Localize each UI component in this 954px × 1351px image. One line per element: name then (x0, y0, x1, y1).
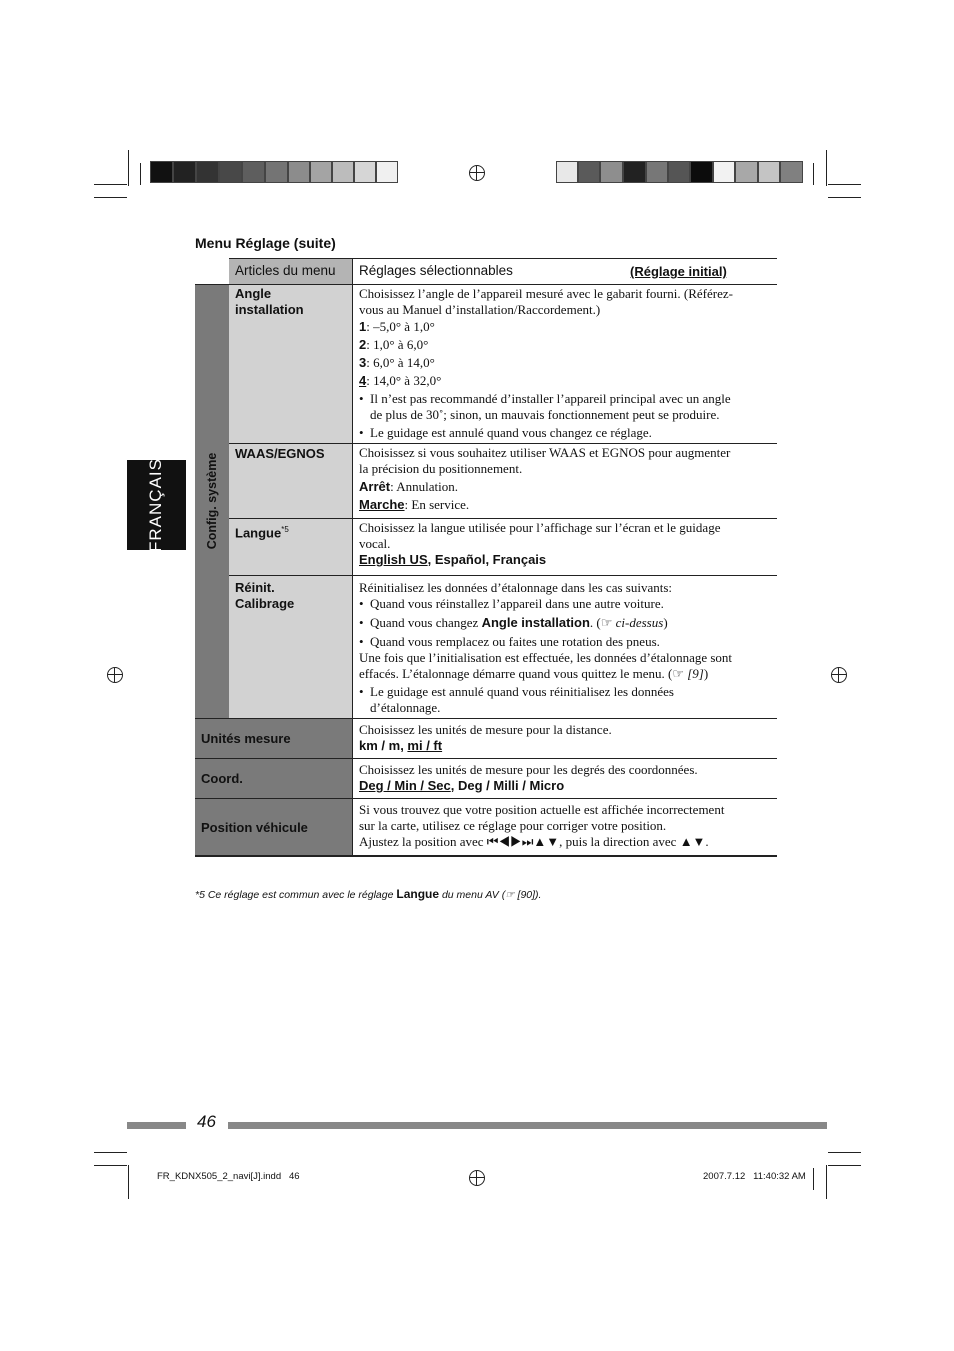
row-description: vous au Manuel d’installation/Raccordement.) (359, 302, 601, 317)
row-label: Coord. (201, 771, 243, 786)
row-description: Choisissez si vous souhaitez utiliser WAAS et EGNOS pour augmenter (359, 445, 731, 460)
row-description: Une fois que l’initialisation est effectuée, les données d’étalonnage sont (359, 650, 733, 665)
row-description: Choisissez l’angle de l’appareil mesuré avec le gabarit fourni. (Référez- (359, 286, 733, 301)
row-description: Choisissez la langue utilisée pour l’affichage sur l’écran et le guidage (359, 520, 721, 535)
row-description: sur la carte, utilisez ce réglage pour corriger votre position. (359, 818, 667, 833)
group-label: Config. système (205, 452, 219, 550)
bullet-text: Quand vous changez Angle installation. (☞ ci-dessus) (370, 615, 668, 630)
option-item: 2: 1,0° à 6,0° (359, 337, 429, 352)
bullet-text: Il n’est pas recommandé d’installer l’appareil principal avec un angle (370, 391, 731, 406)
option-item: Marche: En service. (359, 497, 470, 512)
row-label: Calibrage (235, 596, 295, 611)
bullet-text: Le guidage est annulé quand vous réinitialisez les données (370, 684, 674, 699)
registration-mark-icon (107, 667, 123, 683)
row-description: Réinitialisez les données d’étalonnage dans les cas suivants: (359, 580, 672, 595)
option-list: Deg / Min / Sec, Deg / Milli / Micro (359, 778, 565, 793)
option-item: 3: 6,0° à 14,0° (359, 355, 435, 370)
footer-bar-left (127, 1122, 186, 1129)
row-description: Si vous trouvez que votre position actuelle est affichée incorrectement (359, 802, 725, 817)
option-list: English US, Español, Français (359, 552, 547, 567)
language-tab (127, 460, 186, 550)
row-label: Angle (235, 286, 272, 301)
header-settings-cell (352, 259, 777, 284)
row-description: la précision du positionnement. (359, 461, 523, 476)
row-description: vocal. (359, 536, 391, 551)
registration-mark-icon (831, 667, 847, 683)
footer-bar-right (228, 1122, 827, 1129)
row-label: Langue$^{*5}$ (235, 525, 289, 541)
row-label: Unités mesure (201, 731, 291, 746)
row-label: installation (235, 302, 304, 317)
language-tab-label: FRANÇAIS (146, 458, 165, 552)
row-description: Choisissez les unités de mesure pour la distance. (359, 722, 612, 737)
bullet-text: Quand vous réinstallez l’appareil dans une autre voiture. (370, 596, 664, 611)
option-item: Arrêt: Annulation. (359, 479, 458, 494)
row-description: Choisissez les unités de mesure pour les degrés des coordonnées. (359, 762, 698, 777)
bullet-text: Quand vous remplacez ou faites une rotation des pneus. (370, 634, 660, 649)
option-list: km / m, mi / ft (359, 738, 443, 753)
registration-mark-icon (469, 1170, 485, 1186)
print-file-info: FR_KDNX505_2_navi[J].indd 46 (157, 1171, 300, 1182)
row-description: Ajustez la position avec ⏮◀▶⏭▲▼, puis la direction avec ▲▼. (359, 834, 709, 849)
registration-mark-icon (469, 165, 485, 181)
row-label: Position véhicule (201, 820, 308, 835)
row-label: WAAS/EGNOS (235, 446, 325, 461)
row-description: effacés. L’étalonnage démarre quand vous quittez le menu. (☞ [9]) (359, 666, 709, 681)
bullet-text: d’étalonnage. (370, 700, 441, 715)
header-initial-label: (Réglage initial) (630, 264, 727, 279)
group-column (195, 285, 229, 718)
header-settings-label: Réglages sélectionnables (359, 263, 513, 278)
bullet-text: Le guidage est annulé quand vous changez ce réglage. (370, 425, 652, 440)
bullet-text: de plus de 30˚; sinon, un mauvais fonctionnement peut se produire. (370, 407, 720, 422)
header-items-label: Articles du menu (235, 263, 336, 278)
row-label: Réinit. (235, 580, 275, 595)
section-title: Menu Réglage (suite) (195, 235, 336, 251)
header-items-cell (229, 259, 352, 284)
option-item: 1: –5,0° à 1,0° (359, 319, 435, 334)
print-timestamp: 2007.7.12 11:40:32 AM (703, 1171, 806, 1182)
option-item: 4: 14,0° à 32,0° (359, 373, 442, 388)
footnote: *5 Ce réglage est commun avec le réglage Langue du menu AV (☞ [90]). (195, 887, 542, 901)
page-number: 46 (197, 1112, 216, 1131)
